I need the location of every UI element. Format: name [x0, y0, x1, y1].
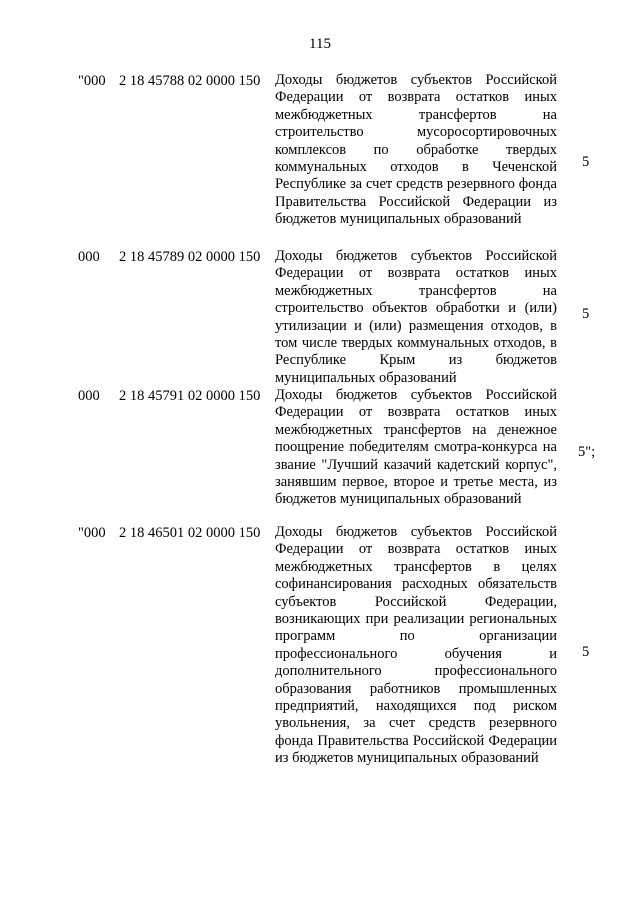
norm-value: 5 [582, 306, 590, 322]
norm-value: 5 [582, 644, 590, 660]
income-description: Доходы бюджетов субъектов Российской Федерации от возврата остатков иных межбюджетных трансфертов в целях софинансирования расходных обязательств субъектов Российской Федерации, возникающих при реализации региональных программ по организации профессионального обучения и дополнительного профессионального образования работников промышленных предприятий, находящихся под риском увольнения, за счет средств резервного фонда Правительства Российской Федерации из бюджетов муниципальных образований [275, 524, 557, 767]
income-description: Доходы бюджетов субъектов Российской Федерации от возврата остатков иных межбюджетных трансфертов на строительство мусоросортировочных комплексов по обработке твердых коммунальных отходов в Чеченской Республике за счет средств резервного фонда Правительства Российской Федерации из бюджетов муниципальных образований [275, 72, 557, 228]
income-description: Доходы бюджетов субъектов Российской Федерации от возврата остатков иных межбюджетных трансфертов на строительство объектов обработки и (или) утилизации и (или) размещения отходов, в том числе твердых коммунальных отходов, в Республике Крым из бюджетов муниципальных образований [275, 248, 557, 386]
admin-code: 000 [78, 249, 100, 265]
kbk-code: 2 18 45789 02 0000 150 [119, 249, 261, 265]
norm-value: 5"; [578, 444, 596, 460]
kbk-code: 2 18 46501 02 0000 150 [119, 525, 261, 541]
admin-code: 000 [78, 388, 100, 404]
norm-value: 5 [582, 154, 590, 170]
page-number: 115 [309, 36, 331, 52]
kbk-code: 2 18 45788 02 0000 150 [119, 73, 261, 89]
admin-code: "000 [78, 73, 106, 89]
kbk-code: 2 18 45791 02 0000 150 [119, 388, 261, 404]
income-description: Доходы бюджетов субъектов Российской Федерации от возврата остатков иных межбюджетных трансфертов на денежное поощрение победителям смотра-конкурса на звание "Лучший казачий кадетский корпус", занявшим первое, второе и третье места, из бюджетов муниципальных образований [275, 387, 557, 508]
admin-code: "000 [78, 525, 106, 541]
